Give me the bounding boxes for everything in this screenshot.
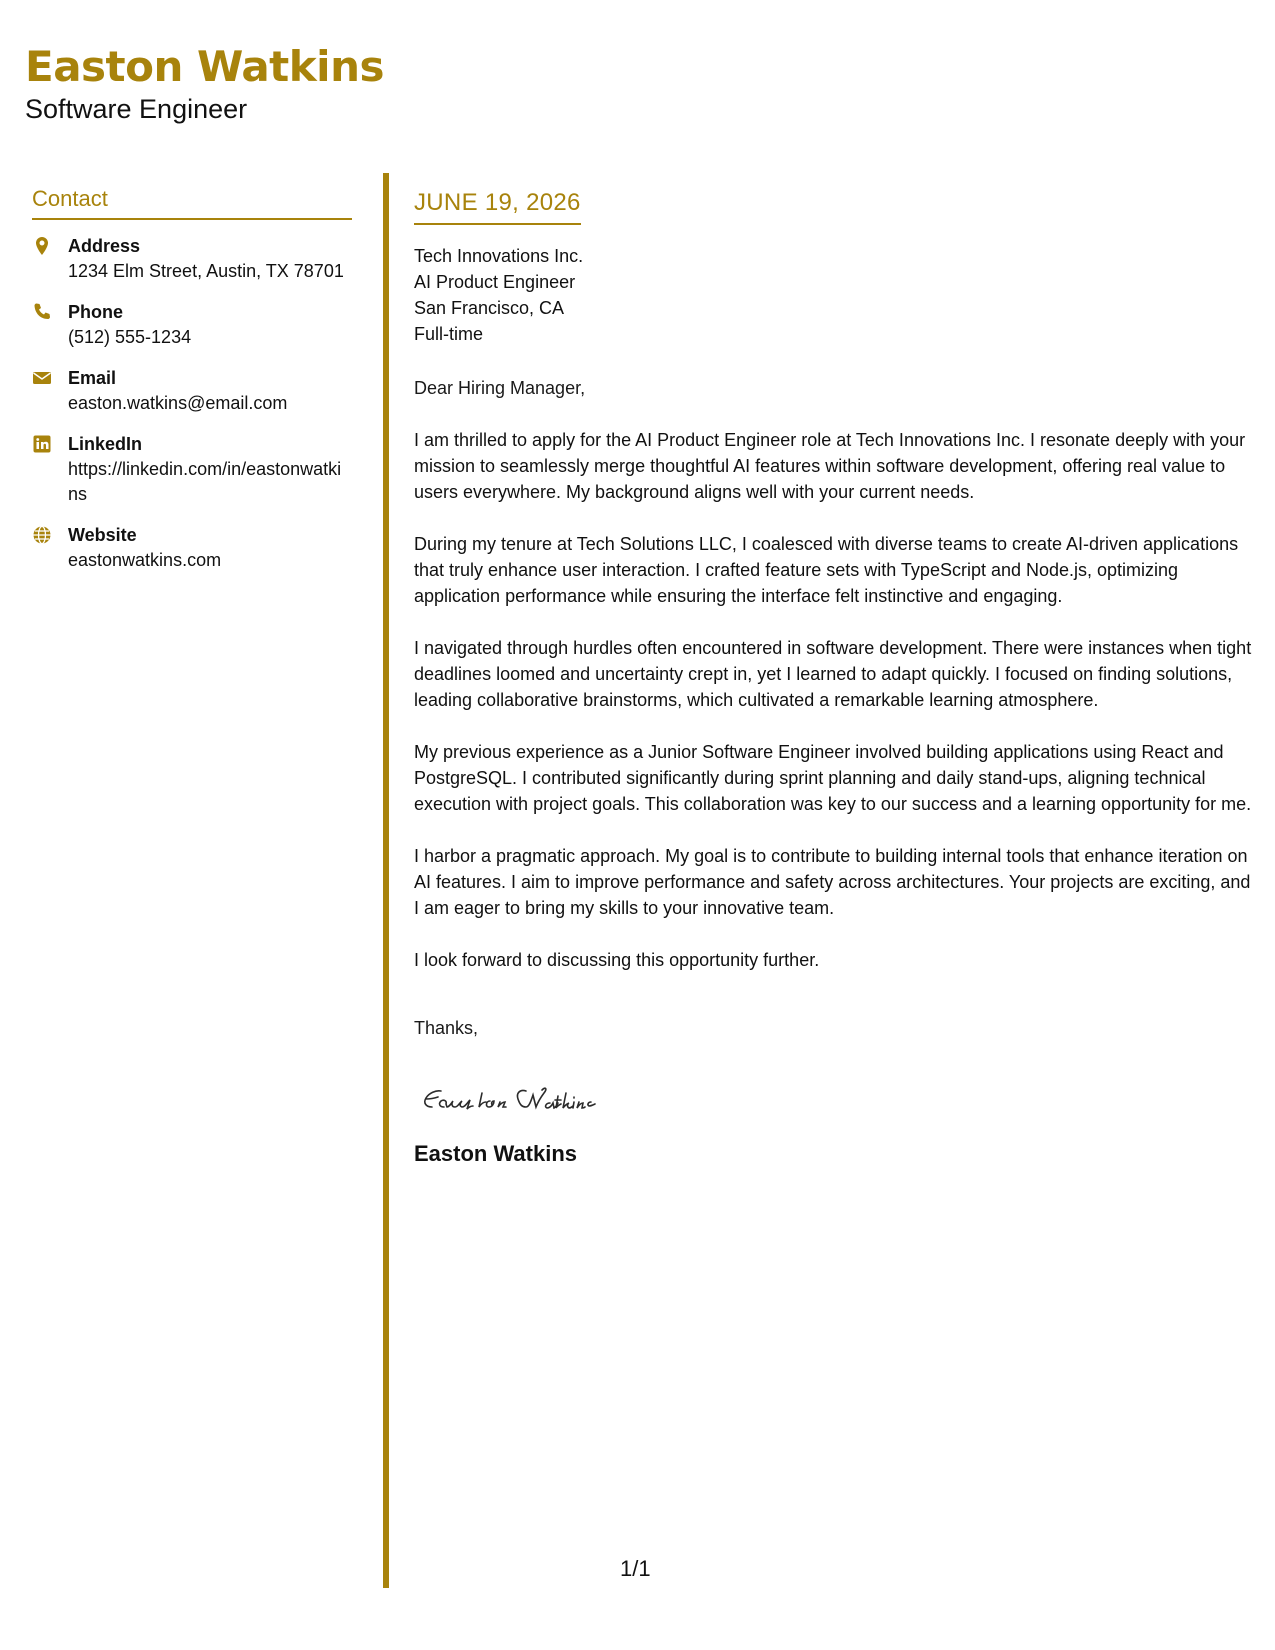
paragraph: I navigated through hurdles often encountered in software development. There were instances when tight deadlines loomed and uncertainty crept in, yet I learned to adapt quickly. I focused on finding solutions, leading collaborative brainstorms, which cultivated a remarkable learning atmosphere. — [414, 638, 1252, 710]
contact-label: Phone — [68, 302, 124, 322]
phone-value[interactable]: (512) 555-1234 — [68, 327, 192, 347]
paragraph: During my tenure at Tech Solutions LLC, I coalesced with diverse teams to create AI-driven applications that truly enhance user interaction. I crafted feature sets with TypeScript and Node.js, optimizing application performance while ensuring the interface felt instinctive and engaging. — [414, 534, 1239, 606]
candidate-name: Easton Watkins — [25, 42, 384, 91]
recipient-company: Tech Innovations Inc. — [414, 246, 584, 266]
contact-label: Address — [68, 236, 141, 256]
contact-website — [32, 523, 352, 573]
paragraph: I look forward to discussing this opportunity further. — [414, 950, 820, 970]
contact-address — [32, 234, 352, 284]
contact-sidebar — [32, 186, 352, 589]
envelope-icon — [32, 366, 68, 388]
contact-linkedin — [32, 432, 352, 507]
address-value: 1234 Elm Street, Austin, TX 78701 — [68, 261, 344, 281]
email-link[interactable]: easton.watkins@email.com — [68, 393, 288, 413]
recipient-employment-type: Full-time — [414, 324, 484, 344]
job-title: Software Engineer — [25, 94, 248, 125]
page-number: 1/1 — [620, 1556, 651, 1581]
contact-label: Email — [68, 368, 117, 388]
contact-label: Website — [68, 525, 137, 545]
contact-phone — [32, 300, 352, 350]
letter-body — [414, 189, 1254, 1167]
letter-date: JUNE 19, 2026 — [414, 189, 581, 225]
website-link[interactable]: eastonwatkins.com — [68, 550, 222, 570]
paragraph: I harbor a pragmatic approach. My goal is to contribute to building internal tools that enhance iteration on AI features. I aim to improve performance and safety across architectures. Your projects are exciting, and I am eager to bring my skills to your innovative team. — [414, 846, 1251, 918]
globe-icon — [32, 523, 68, 545]
contact-heading: Contact — [32, 186, 352, 220]
vertical-divider — [383, 173, 389, 1588]
closing: Thanks, — [414, 1018, 479, 1038]
phone-icon — [32, 300, 68, 322]
linkedin-icon — [32, 432, 68, 454]
signer-name: Easton Watkins — [414, 1141, 577, 1166]
recipient-location: San Francisco, CA — [414, 298, 565, 318]
paragraph: My previous experience as a Junior Software Engineer involved building applications using React and PostgreSQL. I contributed significantly during sprint planning and daily stand-ups, aligning technical execution with project goals. This collaboration was key to our success and a learning opportunity for me. — [414, 742, 1252, 814]
header — [25, 44, 384, 125]
contact-label: LinkedIn — [68, 434, 143, 454]
map-pin-icon — [32, 234, 68, 256]
salutation: Dear Hiring Manager, — [414, 378, 586, 398]
paragraph: I am thrilled to apply for the AI Product Engineer role at Tech Innovations Inc. I resonate deeply with your mission to seamlessly merge thoughtful AI features within software development, offering real value to users everywhere. My background aligns well with your current needs. — [414, 430, 1246, 502]
linkedin-link[interactable]: https://linkedin.com/in/eastonwatkins — [68, 459, 342, 504]
recipient-role: AI Product Engineer — [414, 272, 576, 292]
recipient-block — [414, 243, 1254, 347]
signature-image — [414, 1071, 674, 1123]
contact-email — [32, 366, 352, 416]
